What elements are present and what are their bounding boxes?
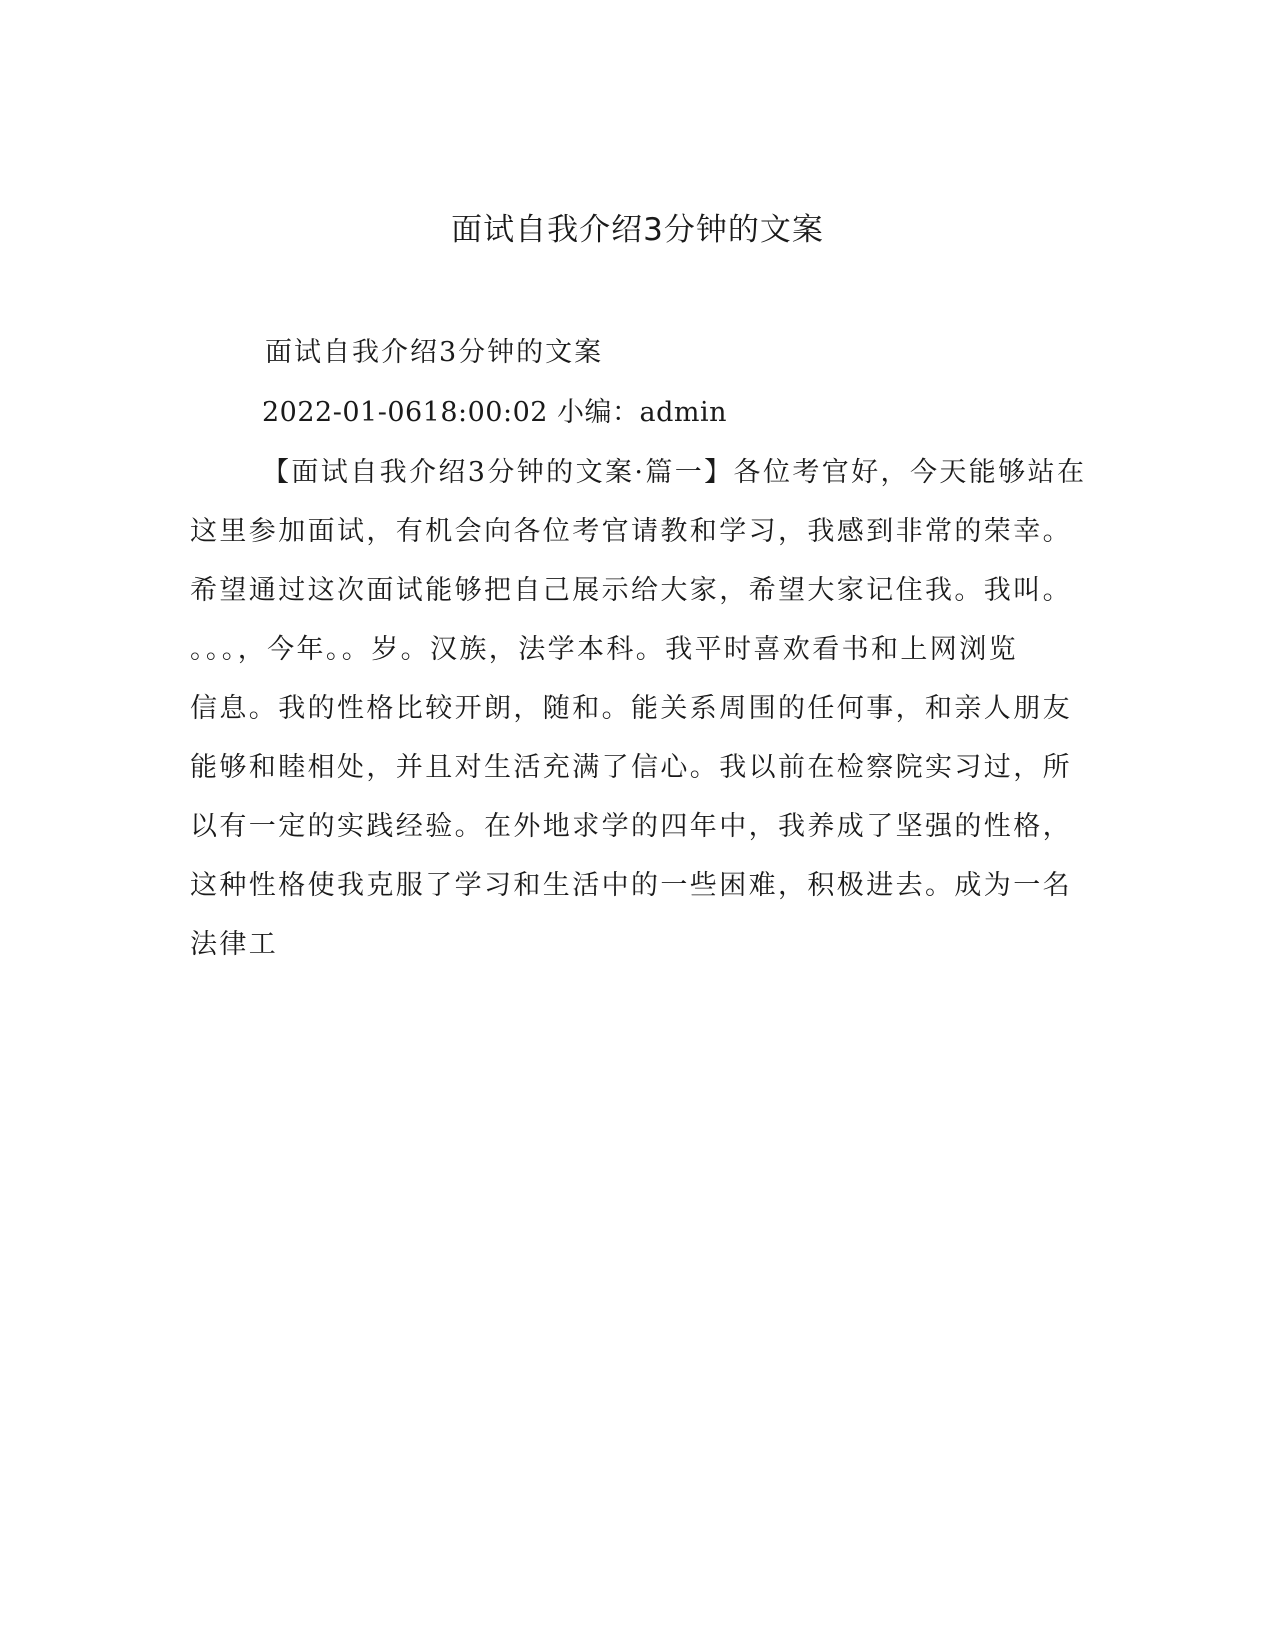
paragraph-line: 以有一定的实践经验。在外地求学的四年中，我养成了坚强的性格， xyxy=(190,811,1072,842)
paragraph-line: 法律工 xyxy=(190,929,279,960)
paragraph-line: 。。。，今年。。岁。汉族，法学本科。我平时喜欢看书和上网浏览 xyxy=(190,634,1018,665)
paragraph-line: 这里参加面试，有机会向各位考官请教和学习，我感到非常的荣幸。 xyxy=(190,516,1072,547)
document-title: 面试自我介绍3分钟的文案 xyxy=(451,212,824,248)
document-subtitle: 面试自我介绍3分钟的文案 xyxy=(265,337,604,368)
post-meta: 2022-01-0618:00:02 小编：admin xyxy=(262,397,728,428)
paragraph-line: 能够和睦相处，并且对生活充满了信心。我以前在检察院实习过，所 xyxy=(190,752,1072,783)
paragraph-line: 这种性格使我克服了学习和生活中的一些困难，积极进去。成为一名 xyxy=(190,870,1072,901)
paragraph-line: 信息。我的性格比较开朗，随和。能关系周围的任何事，和亲人朋友 xyxy=(190,693,1072,724)
paragraph-line: 【面试自我介绍3分钟的文案·篇一】各位考官好，今天能够站在 xyxy=(262,457,1087,488)
paragraph-line: 希望通过这次面试能够把自己展示给大家，希望大家记住我。我叫。 xyxy=(190,575,1072,606)
